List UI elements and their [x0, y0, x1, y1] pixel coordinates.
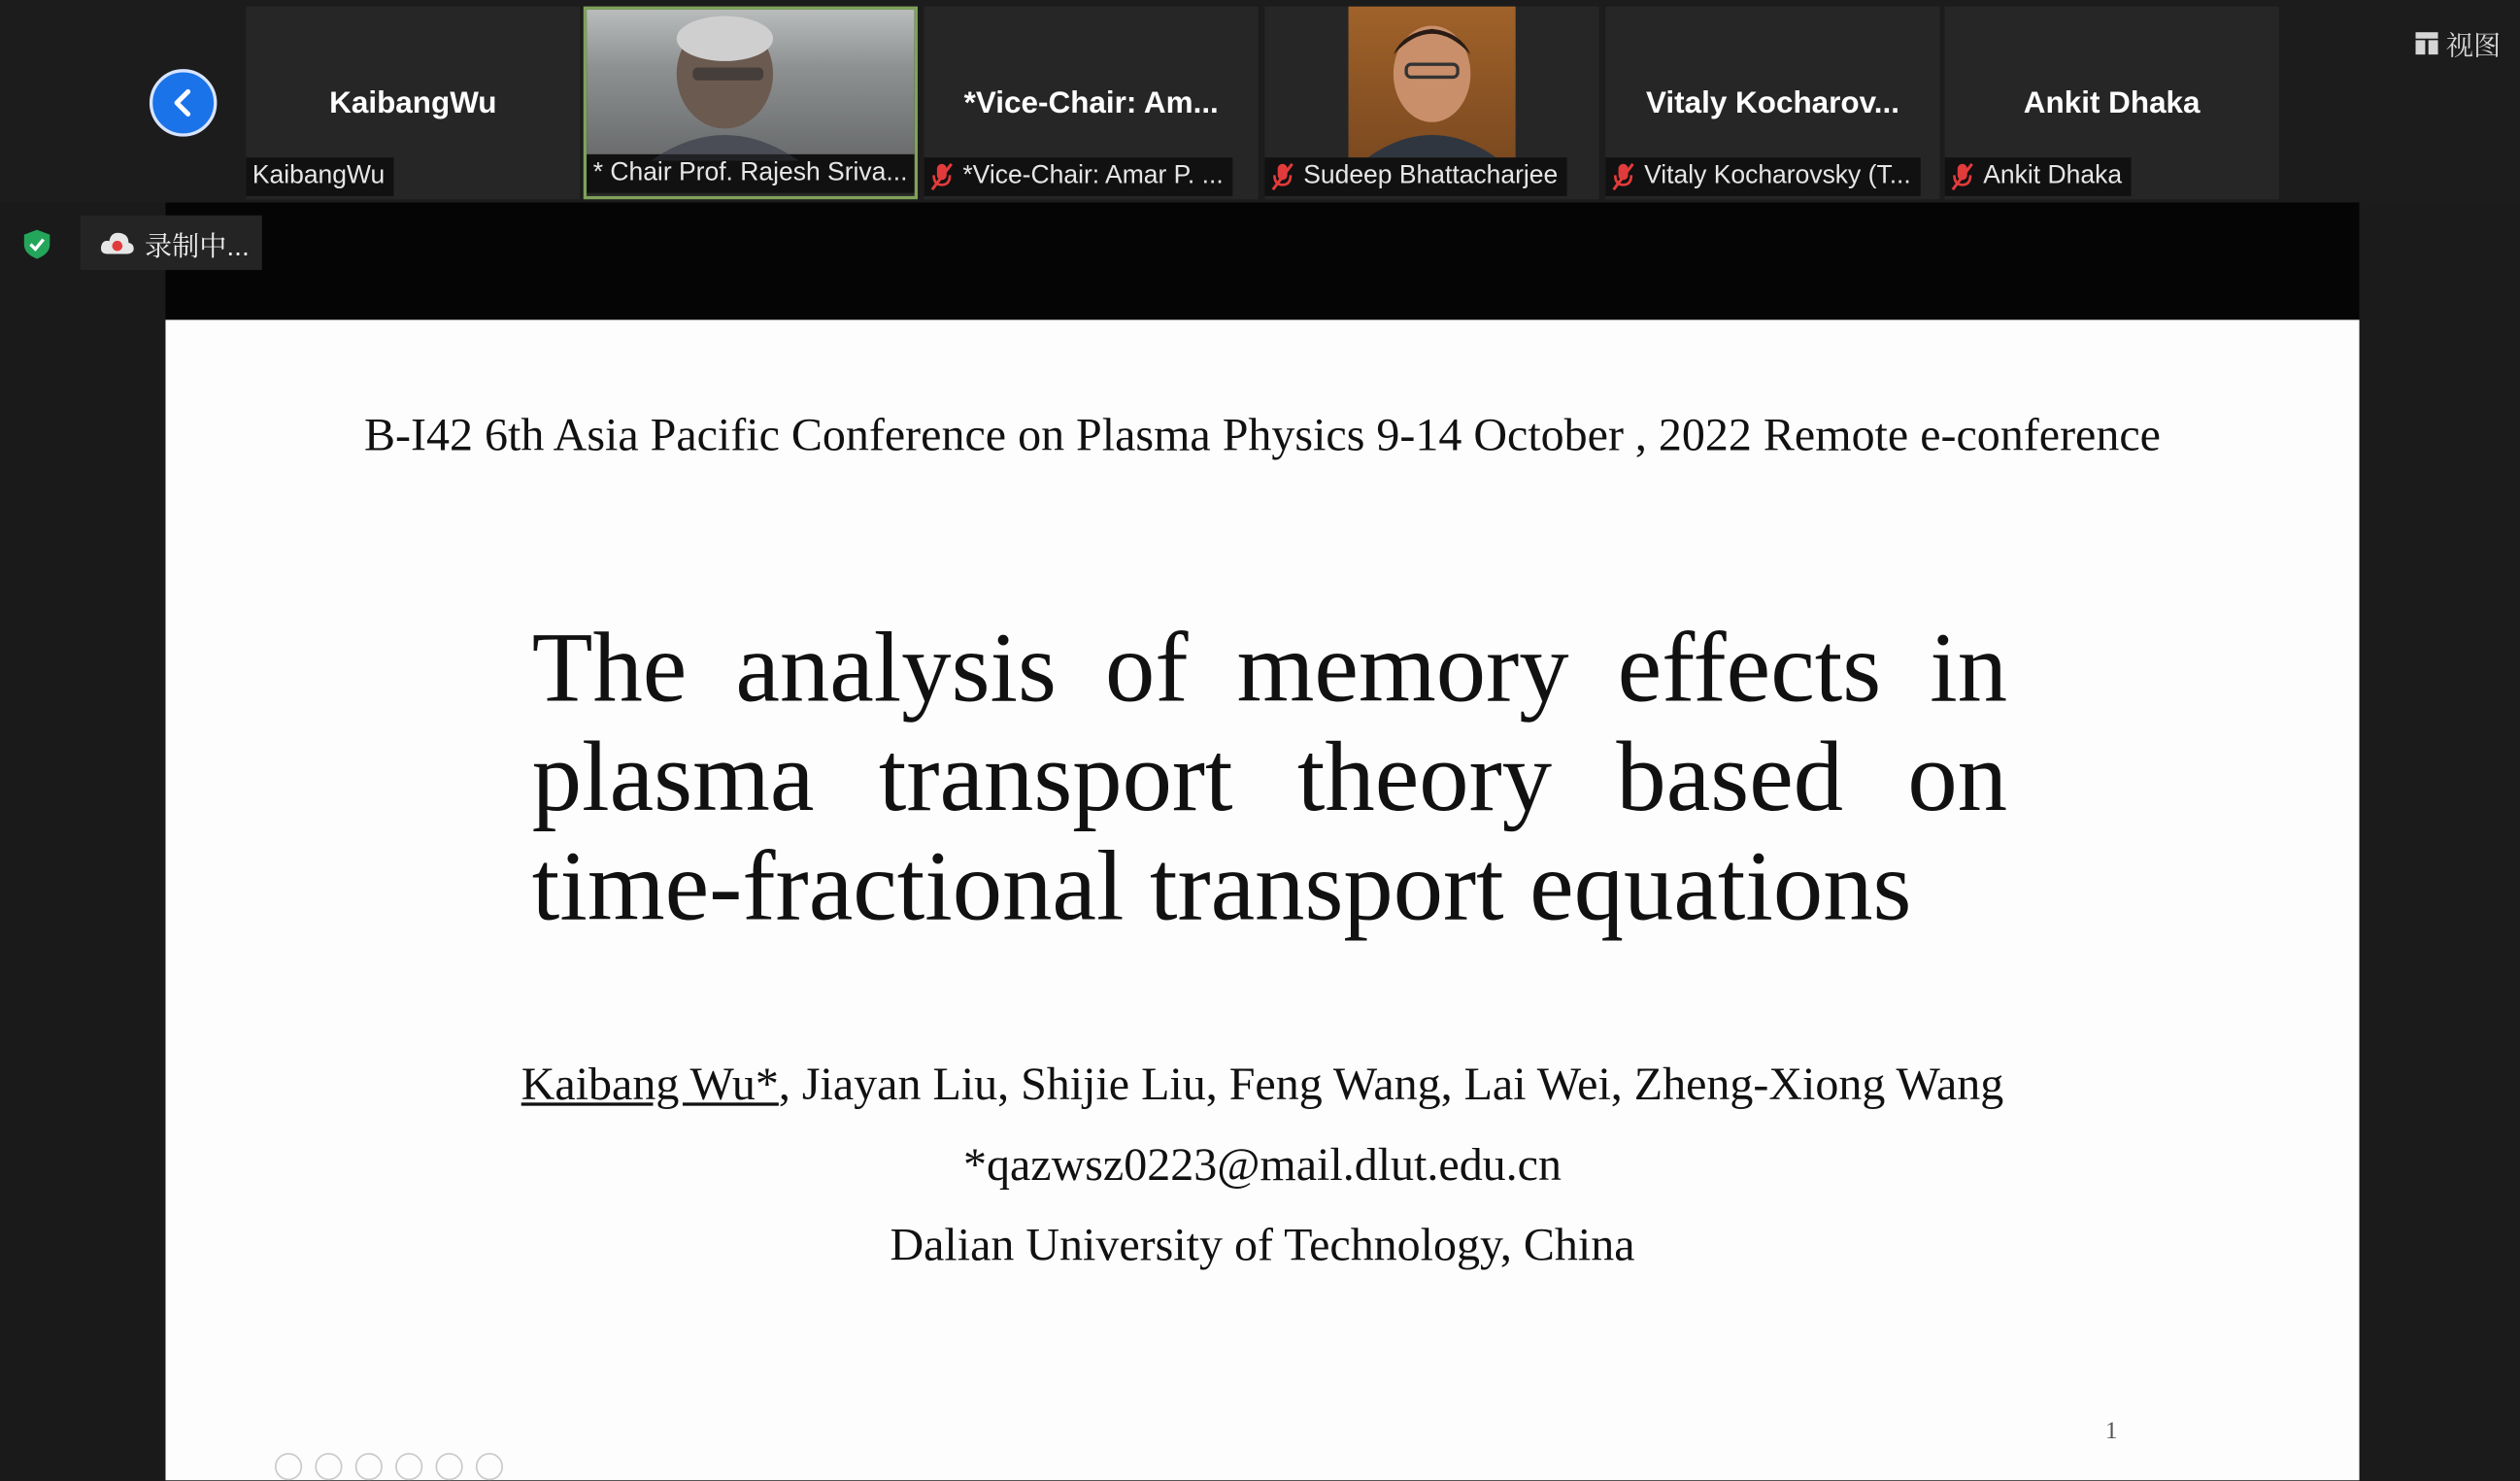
slide-title-word: memory: [1236, 614, 1569, 724]
slide-title-line-2: [532, 724, 2007, 833]
right-margin: [2360, 203, 2520, 1481]
screen-share-header: [165, 203, 2359, 320]
page-number: 1: [2105, 1419, 2118, 1445]
slide-title-word: of: [1105, 614, 1189, 724]
slide-title-word: effects: [1617, 614, 1882, 724]
presenter-name: Kaibang Wu*: [521, 1059, 779, 1111]
participant-label: [924, 157, 1233, 196]
participant-tile[interactable]: [1264, 7, 1598, 200]
participant-strip: [0, 0, 2520, 203]
participant-label-text: *Vice-Chair: Amar P. ...: [962, 162, 1224, 190]
participant-label: [1605, 157, 1920, 196]
participant-label-text: Ankit Dhaka: [1983, 162, 2123, 190]
slide-title-word: analysis: [735, 614, 1057, 724]
more-icon[interactable]: [476, 1453, 503, 1480]
slide-title-word: equations: [1529, 832, 1912, 942]
slide-title-word: plasma: [531, 723, 815, 833]
slide-title-word: theory: [1296, 723, 1553, 833]
participant-video: [587, 10, 915, 154]
person-silhouette-icon: [587, 10, 915, 161]
participant-tile[interactable]: [924, 7, 1259, 200]
slide-title-word: transport: [878, 723, 1233, 833]
cloud-record-icon: [100, 230, 135, 255]
pen-icon[interactable]: [355, 1453, 383, 1480]
slide-title-line-1: [532, 614, 2007, 724]
participant-label: [1264, 157, 1567, 196]
participant-tile[interactable]: [246, 7, 580, 200]
participant-label: [1945, 157, 2132, 196]
zoom-icon[interactable]: [436, 1453, 463, 1480]
slide-title-word: in: [1930, 614, 2008, 724]
slide-title-line-3: [532, 832, 2007, 942]
view-button[interactable]: [2415, 22, 2501, 62]
collapse-strip-button[interactable]: [150, 69, 218, 137]
participant-label-text: Vitaly Kocharovsky (T...: [1644, 162, 1911, 190]
mic-muted-icon: [1271, 162, 1294, 191]
participant-tile[interactable]: [1945, 7, 2279, 200]
secure-shield-icon[interactable]: [22, 228, 51, 260]
mic-muted-icon: [930, 162, 953, 191]
participant-label-text: Sudeep Bhattacharjee: [1303, 162, 1559, 190]
recording-label: 录制中...: [144, 230, 250, 261]
slides-icon[interactable]: [395, 1453, 422, 1480]
conference-header: B-I42 6th Asia Pacific Conference on Plasma Physics 9-14 October , 2022 Remote e-conference: [364, 410, 2161, 461]
participant-label-text: KaibangWu: [252, 162, 386, 190]
shared-slide: [165, 320, 2359, 1480]
participant-video: [1349, 7, 1516, 158]
slide-title-word: time-fractional: [531, 832, 1125, 942]
affiliation: Dalian University of Technology, China: [890, 1220, 1635, 1272]
participant-name-title: *Vice-Chair: Am...: [963, 86, 1219, 121]
participant-label: [587, 154, 917, 193]
participant-name-title: KaibangWu: [329, 86, 497, 121]
mic-muted-icon: [1951, 162, 1973, 191]
view-button-label: 视图: [2445, 30, 2502, 61]
grid-view-icon: [2415, 31, 2437, 53]
slide-title-word: The: [531, 614, 688, 724]
participant-name-title: Vitaly Kocharov...: [1645, 86, 1899, 121]
coauthors: , Jiayan Liu, Shijie Liu, Feng Wang, Lai Wei, Zheng-Xiong Wang: [778, 1059, 2004, 1111]
mic-muted-icon: [1612, 162, 1634, 191]
participant-label-text: * Chair Prof. Rajesh Sriva...: [592, 158, 908, 186]
author-list: [165, 1060, 2359, 1113]
participant-tile[interactable]: [1605, 7, 1939, 200]
recording-indicator[interactable]: [81, 216, 262, 270]
slide-title-word: transport: [1149, 832, 1504, 942]
slide-controls[interactable]: [275, 1453, 503, 1480]
next-slide-icon[interactable]: [315, 1453, 342, 1480]
participant-label: [246, 157, 394, 196]
participant-tile-active[interactable]: [584, 7, 918, 200]
prev-slide-icon[interactable]: [275, 1453, 302, 1480]
chevron-left-icon: [169, 88, 198, 118]
contact-email: *qazwsz0223@mail.dlut.edu.cn: [962, 1139, 1562, 1192]
participant-name-title: Ankit Dhaka: [2023, 86, 2201, 121]
person-silhouette-icon: [1349, 7, 1516, 158]
slide-title-word: based: [1616, 723, 1844, 833]
slide-title-word: on: [1907, 723, 2008, 833]
